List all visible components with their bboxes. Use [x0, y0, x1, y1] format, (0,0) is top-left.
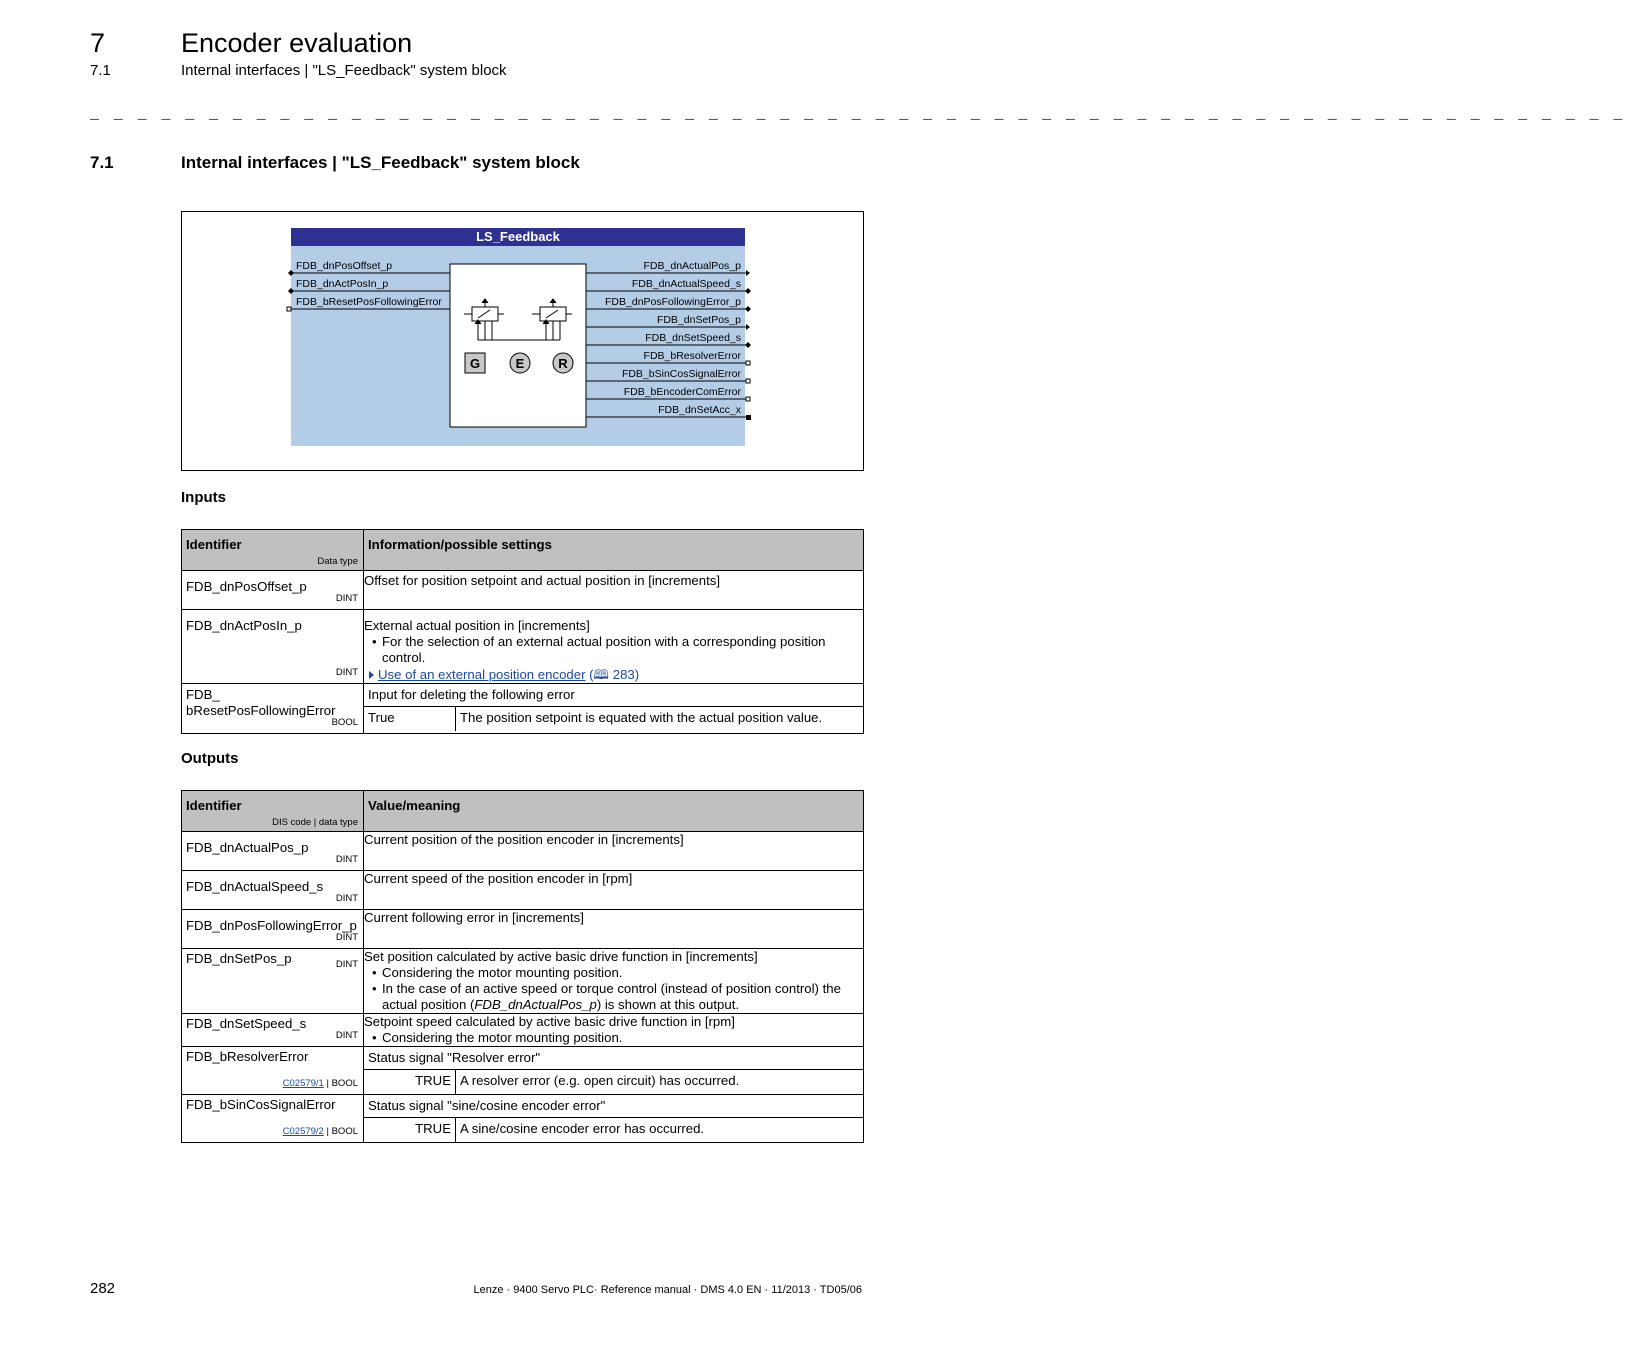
inputs-heading: Inputs [181, 489, 226, 506]
outputs-table [181, 790, 864, 1143]
info-cell: Input for deleting the following error True The position setpoint is equated with the actual position value. [364, 684, 864, 734]
header-section-number: 7.1 [90, 62, 111, 79]
meaning-cell: A resolver error (e.g. open circuit) has occurred. [456, 1070, 864, 1095]
identifier-cell: FDB_dnActualSpeed_s DINT [182, 871, 364, 910]
table-row [182, 1095, 864, 1143]
data-type: BOOL [331, 717, 358, 728]
output-label-8: FDB_dnSetAcc_x [658, 404, 741, 416]
table-row [182, 1014, 864, 1047]
inputs-table [181, 529, 864, 734]
identifier-cell: FDB_dnPosFollowingError_p DINT [182, 910, 364, 949]
ls-feedback-diagram [182, 212, 863, 470]
resolver-symbol: R [558, 356, 568, 371]
bullet-item: • Considering the motor mounting position. [364, 1030, 863, 1046]
table-row [182, 832, 864, 871]
meaning-cell: The position setpoint is equated with the actual position value. [456, 707, 864, 732]
output-label-2: FDB_dnPosFollowingError_p [605, 296, 741, 308]
function-box [450, 264, 586, 427]
outputs-header-discode: DIS code | data type [272, 817, 358, 828]
inputs-header-datatype: Data type [317, 556, 358, 567]
output-label-4: FDB_dnSetSpeed_s [645, 332, 741, 344]
data-type: DINT [335, 667, 358, 678]
table-row [182, 571, 864, 610]
output-label-0: FDB_dnActualPos_p [643, 260, 741, 272]
table-row [182, 910, 864, 949]
identifier-cell: FDB_dnPosOffset_p DINT [182, 571, 364, 610]
output-label-5: FDB_bResolverError [643, 350, 741, 362]
dis-code: C02579/2 | BOOL [282, 1126, 358, 1137]
identifier-cell: FDB_dnActualPos_p DINT [182, 832, 364, 871]
data-type: DINT [335, 593, 358, 604]
dis-code-link[interactable]: C02579/1 [282, 1078, 324, 1089]
chapter-title: Encoder evaluation [181, 28, 413, 58]
table-row [182, 610, 864, 684]
table-row [182, 684, 864, 734]
data-type: DINT [335, 932, 358, 943]
chapter-number: 7 [90, 28, 106, 58]
outputs-heading: Outputs [181, 750, 239, 767]
table-row [182, 1047, 864, 1095]
encoder-symbol: E [515, 356, 525, 371]
output-label-6: FDB_bSinCosSignalError [621, 368, 741, 380]
table-row [182, 871, 864, 910]
bullet-item: • For the selection of an external actual position with a corresponding position control. [364, 634, 863, 666]
info-cell: Setpoint speed calculated by active basic drive function in [rpm] • Considering the motor mounting position. [364, 1014, 864, 1047]
data-type: DINT [335, 959, 358, 970]
meaning-cell: A sine/cosine encoder error has occurred. [456, 1118, 864, 1143]
dis-code: C02579/1 | BOOL [282, 1078, 358, 1089]
data-type: DINT [335, 1030, 358, 1041]
data-type: DINT [335, 854, 358, 865]
header-divider: _ _ _ _ _ _ _ _ _ _ _ _ _ _ _ _ _ _ _ _ _ _ _ _ _ _ _ _ _ _ _ _ _ _ _ _ _ _ _ _ _ _ _ _ _ _ _ _ _ _ _ _ _ _ _ _ _ _ _ _ _ _ _ _ _ [90, 106, 1625, 123]
info-cell: External actual position in [increments] • For the selection of an external actual position with a corresponding position control. Use of an external position encoder (🕮 283) [364, 610, 864, 684]
section-number: 7.1 [90, 153, 114, 172]
data-type: DINT [335, 893, 358, 904]
input-label-2: FDB_bResetPosFollowingError [296, 296, 442, 308]
identifier-cell: FDB_ bResetPosFollowingError BOOL [182, 684, 364, 734]
encoder-symbols [465, 353, 573, 373]
generator-symbol: G [469, 356, 481, 371]
dis-code-link[interactable]: C02579/2 [282, 1126, 324, 1137]
outputs-header-identifier: Identifier DIS code | data type [182, 791, 364, 832]
value-cell: True [364, 707, 456, 732]
identifier-cell: FDB_dnActPosIn_p DINT [182, 610, 364, 684]
info-cell: Offset for position setpoint and actual position in [increments] [364, 571, 864, 610]
info-cell: Current speed of the position encoder in [rpm] [364, 871, 864, 910]
output-label-7: FDB_bEncoderComError [623, 386, 741, 398]
info-cell: Status signal "sine/cosine encoder error" TRUE A sine/cosine encoder error has occurred. [364, 1095, 864, 1143]
block-title: LS_Feedback [476, 229, 560, 244]
identifier-cell: FDB_dnSetSpeed_s DINT [182, 1014, 364, 1047]
identifier-cell: FDB_dnSetPos_p DINT [182, 949, 364, 1014]
outputs-header-value: Value/meaning [364, 791, 864, 832]
external-encoder-link[interactable]: Use of an external position encoder (🕮 283) [364, 667, 863, 683]
page-number: 282 [90, 1280, 116, 1297]
section-title: Internal interfaces | "LS_Feedback" system block [181, 153, 580, 172]
value-cell: TRUE [364, 1070, 456, 1095]
info-cell: Set position calculated by active basic drive function in [increments] • Considering the motor mounting position. • In the case of an active speed or torque control (instead of position control) the actual position (FDB_dnActualPos_p) is shown at this output. [364, 949, 864, 1014]
footer-text: Lenze · 9400 Servo PLC· Reference manual · DMS 4.0 EN · 11/2013 · TD05/06 [473, 1284, 862, 1296]
table-row [182, 949, 864, 1014]
ls-feedback-figure [181, 211, 864, 471]
identifier-cell: FDB_bResolverError C02579/1 | BOOL [182, 1047, 364, 1095]
output-label-1: FDB_dnActualSpeed_s [631, 278, 741, 290]
info-cell: Current following error in [increments] [364, 910, 864, 949]
bullet-item: • In the case of an active speed or torque control (instead of position control) the actual position (FDB_dnActualPos_p) is shown at this output. [364, 981, 863, 1013]
inputs-header-info: Information/possible settings [364, 530, 864, 571]
header-section-title: Internal interfaces | "LS_Feedback" system block [181, 62, 507, 79]
identifier-cell: FDB_bSinCosSignalError C02579/2 | BOOL [182, 1095, 364, 1143]
bullet-item: • Considering the motor mounting position. [364, 965, 863, 981]
info-cell: Status signal "Resolver error" TRUE A resolver error (e.g. open circuit) has occurred. [364, 1047, 864, 1095]
info-cell: Current position of the position encoder in [increments] [364, 832, 864, 871]
inputs-header-identifier: Identifier Data type [182, 530, 364, 571]
value-cell: TRUE [364, 1118, 456, 1143]
input-label-1: FDB_dnActPosIn_p [296, 278, 389, 290]
input-label-0: FDB_dnPosOffset_p [296, 260, 393, 272]
output-label-3: FDB_dnSetPos_p [656, 314, 741, 326]
